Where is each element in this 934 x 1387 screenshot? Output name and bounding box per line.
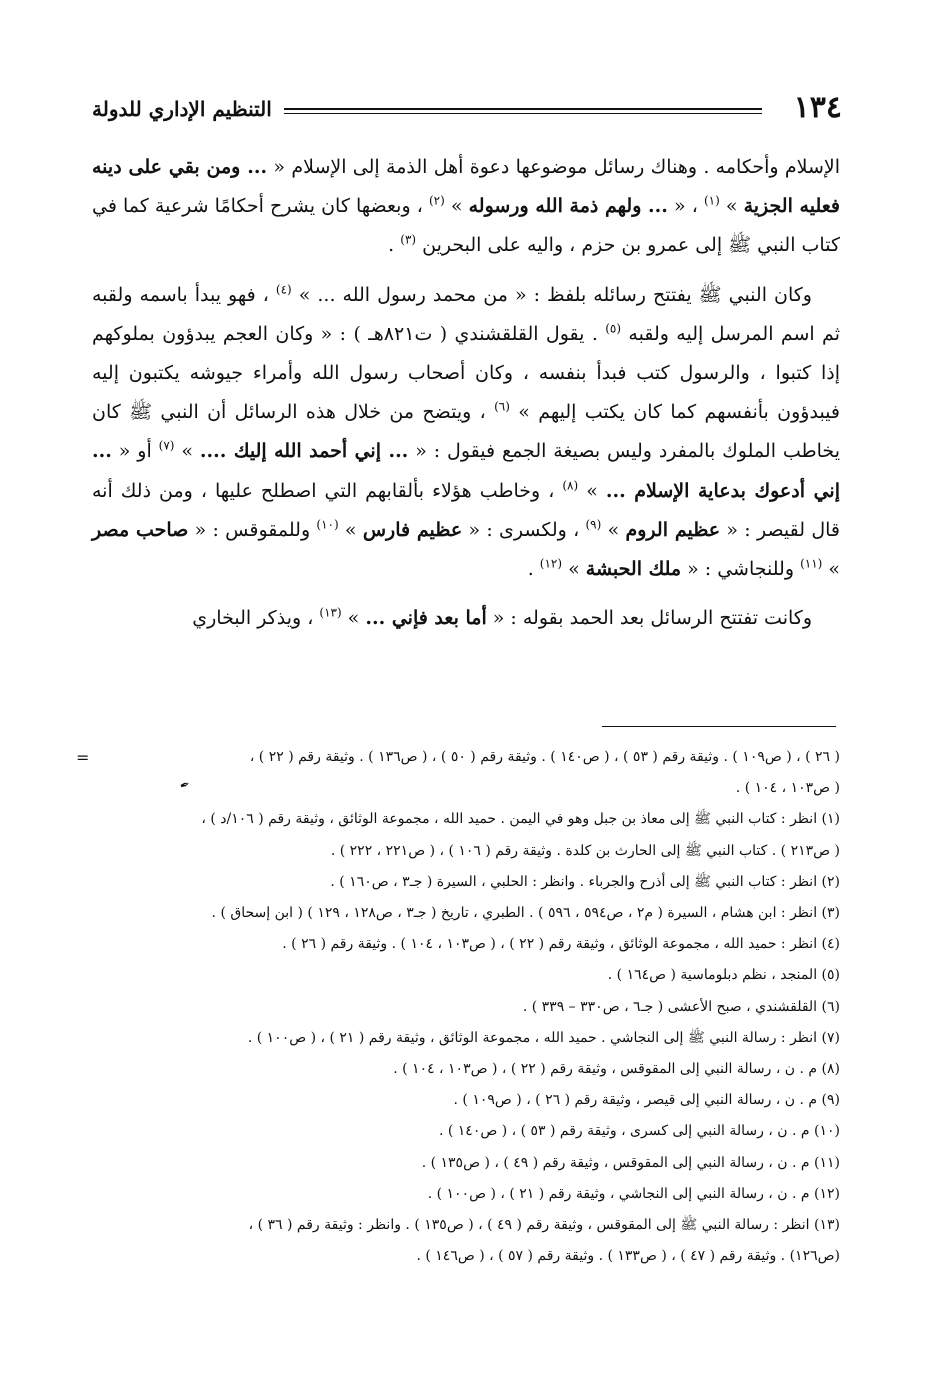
paragraph-2 (92, 276, 840, 590)
quote-bold: عظيم فارس (362, 518, 463, 541)
footnote-ref: (٨) (562, 478, 579, 493)
quote-bold: عظيم الروم (625, 518, 721, 541)
text-run: وكانت تفتتح الرسائل بعد الحمد بقوله : « (486, 607, 812, 630)
header-rule (284, 108, 762, 114)
text-run: » (341, 607, 366, 630)
footnote-ref: (٤) (275, 282, 292, 297)
quote-bold: صاحب مصر (92, 518, 189, 541)
footnote-line: (ص١٢٦) . وثيقة رقم ( ٤٧ ) ، ( ص١٣٣ ) . وثيقة رقم ( ٥٧ ) ، ( ص١٤٦ ) . (416, 1248, 840, 1265)
footnote-ref: (١١) (800, 556, 823, 571)
text-run: » (174, 440, 200, 463)
text-run: » (338, 518, 363, 541)
text-run: . (388, 234, 401, 257)
text-run: ، وخاطب هؤلاء بألقابهم التي اصطلح عليها ، ومن ذلك أنه قال لقيصر : « (92, 479, 840, 541)
footnote-line: (٣) انظر : ابن هشام ، السيرة ( م٢ ، ص٥٩٤ ، ٥٩٦ ) . الطبري ، تاريخ ( جـ٣ ، ص١٢٨ ، ١٢٩ ) ( ابن إسحاق ) . (211, 905, 840, 922)
footnote-ref: (٦) (494, 399, 510, 414)
text-run: » (562, 558, 586, 581)
footnote-line: (١٠) م . ن ، رسالة النبي إلى كسرى ، وثيقة رقم ( ٥٣ ) ، ( ص١٤٠ ) . (438, 1123, 840, 1140)
quote-bold: ... ولهم ذمة الله ورسوله (468, 195, 668, 218)
text-run: ، فهو يبدأ باسمه ولقبه ثم اسم المرسل إليه ولقبه (92, 283, 840, 345)
ink-mark: ✒ (177, 776, 192, 794)
text-run: وكان النبي ﷺ يفتتح رسائله بلفظ : « من محمد رسول الله ... » (291, 283, 812, 306)
footnote-line: ( ص١٠٣ ، ١٠٤ ) . (735, 780, 840, 797)
footnote-line: (٩) م . ن ، رسالة النبي إلى قيصر ، وثيقة رقم ( ٢٦ ) ، ( ص١٠٩ ) . (453, 1092, 840, 1109)
running-title: التنظيم الإداري للدولة (92, 97, 272, 121)
quote-bold: أما بعد فإني ... (365, 607, 487, 630)
footnote-separator (602, 726, 836, 727)
footnote-line: (٦) القلقشندي ، صبح الأعشى ( جـ٦ ، ص٣٣٠ – ٣٣٩ ) . (522, 998, 840, 1015)
footnote-line: (٧) انظر : رسالة النبي ﷺ إلى النجاشي . حميد الله ، مجموعة الوثائق ، وثيقة رقم ( ٢١ ) ، ( ص١٠٠ ) . (247, 1029, 840, 1046)
footnote-ref: (١٢) (539, 556, 563, 571)
footnote-line: (٤) انظر : حميد الله ، مجموعة الوثائق ، وثيقة رقم ( ٢٢ ) ، ( ص١٠٣ ، ١٠٤ ) . وثيقة رقم ( ٢٦ ) . (282, 936, 840, 953)
text-run: » (822, 558, 840, 581)
quote-bold: ... إني أدعوك بدعاية الإسلام ... (92, 440, 840, 502)
text-run: » (601, 518, 626, 541)
footnotes (76, 742, 840, 1272)
text-run: ، وبعضها كان يشرح أحكامًا شرعية كما في كتاب النبي ﷺ إلى عمرو بن حزم ، واليه على البحرين (92, 195, 840, 257)
footnote-ref: (٩) (585, 517, 602, 532)
page-header (92, 88, 842, 132)
main-text (92, 148, 840, 638)
footnote-line: (٥) المنجد ، نظم دبلوماسية ( ص١٦٤ ) . (607, 967, 840, 984)
text-run: . يقول القلقشندي ( ت٨٢١هـ ) : « وكان العجم يبدؤون بملوكهم إذا كتبوا ، والرسول كتب فبدأ بنفسه ، وكان أصحاب رسول الله وأمراء جيوشه يكتبون إليه فيبدؤون بأنفسهم كما كان يكتب إليهم » (92, 322, 840, 424)
quote-bold: ملك الحبشة (585, 558, 682, 581)
text-run: وللمقوقس : « (188, 518, 317, 541)
footnote-line: ( ٢٦ ) ، ( ص١٠٩ ) . وثيقة رقم ( ٥٣ ) ، ( ص١٤٠ ) . وثيقة رقم ( ٥٠ ) ، ( ص١٣٦ ) . وثيقة رقم ( ٢٢ ) ، (249, 749, 840, 765)
text-run: » (444, 195, 469, 218)
footnote-ref: (٧) (158, 439, 175, 454)
text-run: الإسلام وأحكامه . وهناك رسائل موضوعها دعوة أهل الذمة إلى الإسلام « (267, 156, 840, 178)
footnote-line: (١٣) انظر : رسالة النبي ﷺ إلى المقوقس ، وثيقة رقم ( ٤٩ ) ، ( ص١٣٥ ) . وانظر : وثيقة رقم ( ٣٦ ) ، (248, 1217, 840, 1234)
footnote-ref: (١٣) (319, 605, 342, 620)
footnote-line: (١١) م . ن ، رسالة النبي إلى المقوقس ، وثيقة رقم ( ٤٩ ) ، ( ص١٣٥ ) . (421, 1154, 840, 1171)
footnote-ref: (٢) (428, 193, 445, 208)
footnote-ref: (٥) (605, 321, 622, 336)
quote-bold: ... إني أحمد الله إليك .... (199, 440, 409, 463)
footnote-ref: (١) (703, 193, 720, 208)
footnote-line: (٢) انظر : كتاب النبي ﷺ إلى أذرح والجرباء . وانظر : الحلبي ، السيرة ( جـ٣ ، ص١٦٠ ) . (330, 873, 840, 890)
paragraph-1 (92, 148, 840, 266)
footnote-ref: (١٠) (316, 517, 339, 532)
text-run: ، ويذكر البخاري (192, 607, 320, 630)
text-run: ، « (667, 195, 704, 218)
footnote-line: (١) انظر : كتاب النبي ﷺ إلى معاذ بن جبل وهو في اليمن . حميد الله ، مجموعة الوثائق ، وثيقة رقم ( ١٠٦/د ) ، (201, 811, 840, 828)
footnote-ref: (٣) (400, 233, 417, 248)
footnote-line: (١٢) م . ن ، رسالة النبي إلى النجاشي ، وثيقة رقم ( ٢١ ) ، ( ص١٠٠ ) . (427, 1185, 840, 1202)
text-run: ، ويتضح من خلال هذه الرسائل أن النبي ﷺ كان يخاطب الملوك بالمفرد وليس بصيغة الجمع فيقول : « (92, 401, 840, 463)
text-run: » (578, 479, 606, 502)
text-run: » (719, 195, 744, 218)
text-run: وللنجاشي : « (681, 558, 801, 581)
text-run: . (527, 558, 540, 581)
paragraph-3 (92, 599, 840, 638)
quote-bold: ... ومن بقي على دينه فعليه الجزية (92, 156, 840, 218)
footnote-line: (٨) م . ن ، رسالة النبي إلى المقوقس ، وثيقة رقم ( ٢٢ ) ، ( ص١٠٣ ، ١٠٤ ) . (393, 1061, 840, 1078)
continuation-mark: = (76, 748, 90, 767)
text-run: ، ولكسرى : « (462, 518, 586, 541)
text-run: أو « (111, 440, 159, 463)
page-number: ١٣٤ (793, 90, 842, 125)
footnote-line: ( ص٢١٣ ) . كتاب النبي ﷺ إلى الحارث بن كلدة . وثيقة رقم ( ١٠٦ ) ، ( ص٢٢١ ، ٢٢٢ ) . (330, 842, 840, 859)
